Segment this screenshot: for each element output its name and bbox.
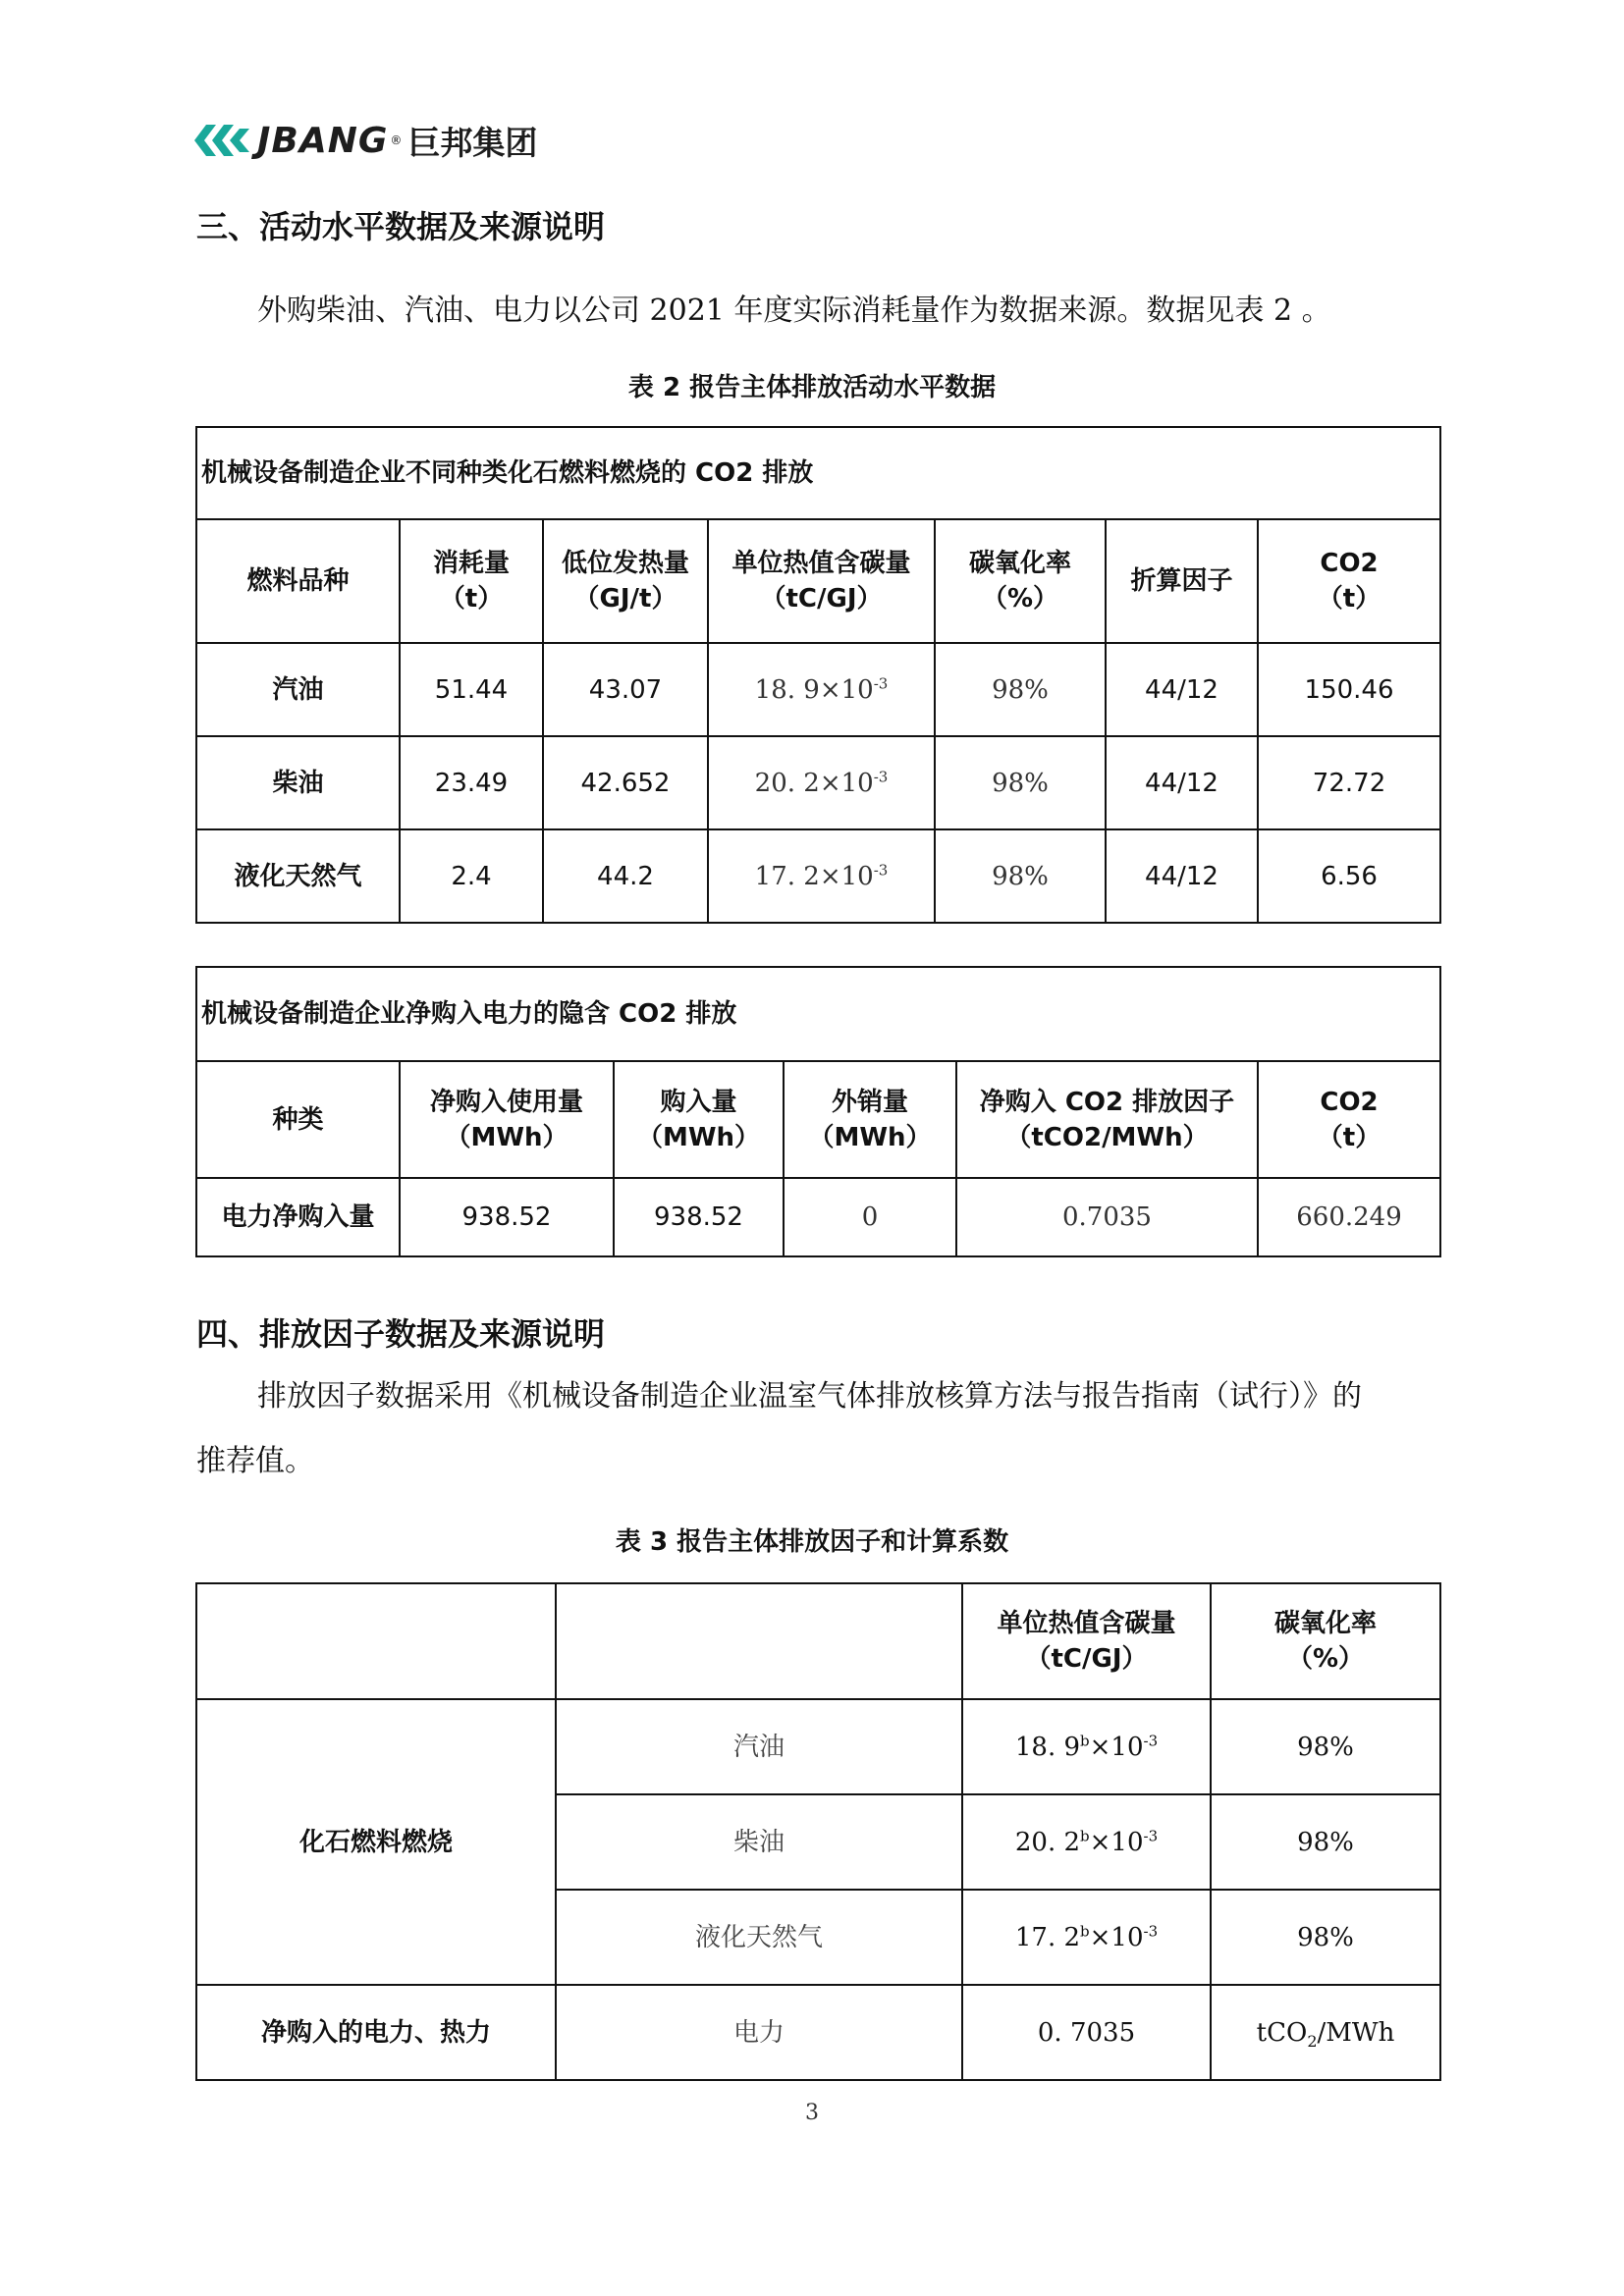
jbang-logo-icon xyxy=(194,121,251,160)
electricity-table xyxy=(195,966,1441,1257)
header-oxidation-rate: 碳氧化率 （%） xyxy=(1211,1583,1440,1699)
table3-caption: 表 3 报告主体排放因子和计算系数 xyxy=(615,1527,1009,1557)
electricity-header-row xyxy=(196,1061,1440,1178)
section3-heading: 三、活动水平数据及来源说明 xyxy=(196,208,606,245)
carbon-content-value: 18. $9\times 10^{-3}$ xyxy=(708,643,935,736)
header-net-use: 净购入使用量 （MWh） xyxy=(400,1061,614,1178)
table2-caption: 表 2 报告主体排放活动水平数据 xyxy=(627,373,997,402)
ncv-value: 44.2 xyxy=(543,829,708,923)
consumption-value: 51.44 xyxy=(400,643,543,736)
header-blank-1 xyxy=(196,1583,556,1699)
header-co2: CO2 （t） xyxy=(1258,1061,1440,1178)
oxidation-value: 98% xyxy=(935,829,1106,923)
brand-name-cn: 巨邦集团 xyxy=(407,123,538,162)
table3-header-row xyxy=(196,1583,1440,1699)
table-row xyxy=(196,1178,1440,1256)
fuel-name: 汽油 xyxy=(556,1699,962,1794)
header-carbon-content: 单位热值含碳量 （tC/GJ） xyxy=(708,519,935,643)
header-emission-factor: 净购入 CO2 排放因子 （tCO2/MWh） xyxy=(956,1061,1258,1178)
electricity-item: 电力 xyxy=(556,1985,962,2080)
ncv-value: 43.07 xyxy=(543,643,708,736)
header-carbon-content: 单位热值含碳量 （tC/GJ） xyxy=(962,1583,1211,1699)
emission-factor-table xyxy=(195,1582,1441,2081)
carbon-content-value: 17. $2^b\times 10^{-3}$ xyxy=(962,1890,1211,1985)
net-use-value: 938.52 xyxy=(400,1178,614,1256)
co2-value: 150.46 xyxy=(1258,643,1440,736)
purchased-value: 938.52 xyxy=(614,1178,784,1256)
oxidation-value: 98% xyxy=(935,643,1106,736)
fuel-name: 柴油 xyxy=(556,1794,962,1890)
factor-value: 44/12 xyxy=(1106,829,1258,923)
fuel-name: 汽油 xyxy=(196,643,400,736)
oxidation-value: 98% xyxy=(1211,1794,1440,1890)
fuel-name: 液化天然气 xyxy=(556,1890,962,1985)
consumption-value: 23.49 xyxy=(400,736,543,829)
electricity-table-title: 机械设备制造企业净购入电力的隐含 CO2 排放 xyxy=(196,967,1440,1061)
electricity-unit: tCO$_2$/MWh xyxy=(1211,1985,1440,2080)
fuel-name: 液化天然气 xyxy=(196,829,400,923)
table-row xyxy=(196,1699,1440,1794)
section4-paragraph-line2: 推荐值。 xyxy=(196,1444,314,1478)
fuel-name: 柴油 xyxy=(196,736,400,829)
fossil-fuel-table xyxy=(195,426,1441,924)
section3-paragraph: 外购柴油、汽油、电力以公司 2021 年度实际消耗量作为数据来源。数据见表 2 。 xyxy=(257,294,1331,328)
header-co2: CO2 （t） xyxy=(1258,519,1440,643)
header-consumption: 消耗量 （t） xyxy=(400,519,543,643)
header-oxidation-rate: 碳氧化率 （%） xyxy=(935,519,1106,643)
header-purchased: 购入量 （MWh） xyxy=(614,1061,784,1178)
header-conversion-factor: 折算因子 xyxy=(1106,519,1258,643)
fossil-combustion-label: 化石燃料燃烧 xyxy=(196,1699,556,1985)
factor-value: 44/12 xyxy=(1106,736,1258,829)
ncv-value: 42.652 xyxy=(543,736,708,829)
header-blank-2 xyxy=(556,1583,962,1699)
table-row xyxy=(196,736,1440,829)
co2-value: 72.72 xyxy=(1258,736,1440,829)
header-type: 种类 xyxy=(196,1061,400,1178)
carbon-content-value: 20. $2^b\times 10^{-3}$ xyxy=(962,1794,1211,1890)
company-logo xyxy=(194,116,537,165)
electricity-factor-value: 0. 7035 xyxy=(962,1985,1211,2080)
table-row xyxy=(196,643,1440,736)
consumption-value: 2.4 xyxy=(400,829,543,923)
header-fuel-type: 燃料品种 xyxy=(196,519,400,643)
fossil-header-row xyxy=(196,519,1440,643)
table-row xyxy=(196,1985,1440,2080)
emission-factor-value: 0.7035 xyxy=(956,1178,1258,1256)
purchased-power-heat-label: 净购入的电力、热力 xyxy=(196,1985,556,2080)
carbon-content-value: 18. $9^b\times 10^{-3}$ xyxy=(962,1699,1211,1794)
table-row xyxy=(196,829,1440,923)
page-number: 3 xyxy=(805,2101,819,2125)
brand-name-en: JBANG xyxy=(257,120,389,161)
header-sold: 外销量 （MWh） xyxy=(784,1061,956,1178)
carbon-content-value: 20. $2\times 10^{-3}$ xyxy=(708,736,935,829)
sold-value: 0 xyxy=(784,1178,956,1256)
co2-value: 6.56 xyxy=(1258,829,1440,923)
factor-value: 44/12 xyxy=(1106,643,1258,736)
section4-paragraph-line1: 排放因子数据采用《机械设备制造企业温室气体排放核算方法与报告指南（试行）》的 xyxy=(257,1379,1362,1414)
section4-heading: 四、排放因子数据及来源说明 xyxy=(196,1315,606,1353)
electricity-type: 电力净购入量 xyxy=(196,1178,400,1256)
fossil-table-title: 机械设备制造企业不同种类化石燃料燃烧的 CO2 排放 xyxy=(196,427,1440,519)
co2-value: 660.249 xyxy=(1258,1178,1440,1256)
oxidation-value: 98% xyxy=(1211,1699,1440,1794)
carbon-content-value: 17. $2\times 10^{-3}$ xyxy=(708,829,935,923)
oxidation-value: 98% xyxy=(935,736,1106,829)
header-ncv: 低位发热量 （GJ/t） xyxy=(543,519,708,643)
oxidation-value: 98% xyxy=(1211,1890,1440,1985)
registered-mark: ® xyxy=(390,133,403,147)
